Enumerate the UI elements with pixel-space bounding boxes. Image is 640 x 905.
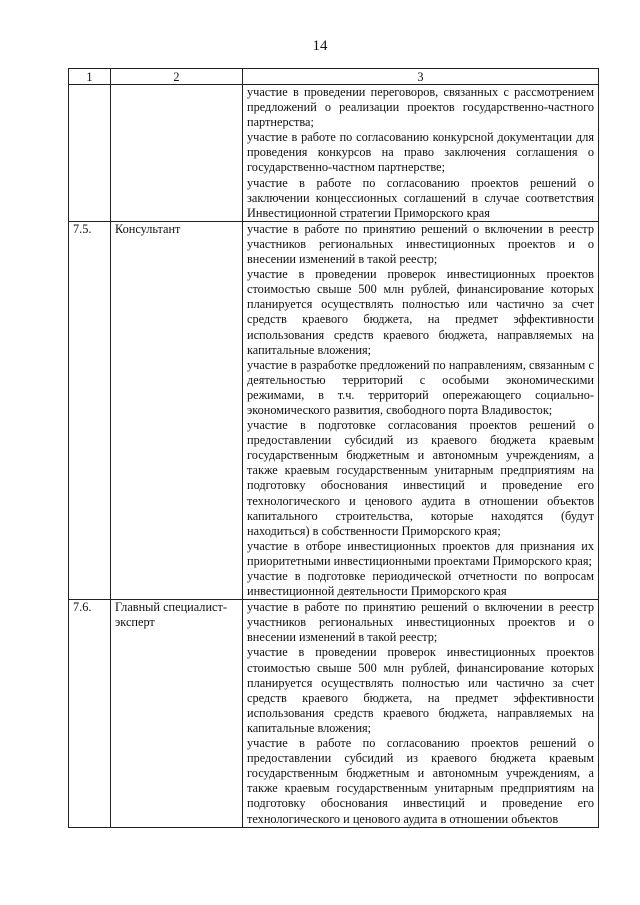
duty-item: участие в отборе инвестиционных проектов для признания их приоритетными инвестиционными проектами Приморского края; [247, 538, 594, 568]
position-title: Главный специалист-эксперт [111, 600, 243, 827]
table-row [69, 600, 599, 827]
table-row [69, 85, 599, 222]
duty-item: участие в работе по согласованию конкурсной документации для проведения конкурсов на право заключения соглашения о государственно-частном партнерстве; [247, 130, 594, 175]
row-number: 7.6. [69, 600, 111, 827]
row-number: 7.5. [69, 221, 111, 599]
duty-item: участие в работе по принятию решений о включении в реестр участников региональных инвестиционных проектов и о внесении изменений в такой реестр; [247, 221, 594, 267]
duty-item: участие в проведении проверок инвестиционных проектов стоимостью свыше 500 млн рублей, финансирование которых планируется осуществлять полностью или частично за счет средств краевого бюджета, на предмет эффективности использования средств краевого бюджета, направляемых на капитальные вложения; [247, 645, 594, 735]
column-header-position: 2 [111, 69, 243, 85]
duties-table [68, 68, 599, 828]
duty-item: участие в подготовке периодической отчетности по вопросам инвестиционной деятельности Приморского края [247, 569, 594, 599]
duties-cell [243, 600, 599, 827]
position-title [111, 85, 243, 222]
duty-item: участие в проведении переговоров, связанных с рассмотрением предложений о реализации проектов государственно-частного партнерства; [247, 85, 594, 130]
row-number [69, 85, 111, 222]
table-row [69, 221, 599, 599]
page-number: 14 [312, 38, 328, 54]
duty-item: участие в работе по согласованию проектов решений о предоставлении субсидий из краевого бюджета краевым государственным бюджетным и автономным учреждениям, а также краевым государственным унитарным предприятиям на подготовку обоснования инвестиций и проведение его технологического и ценового аудита в отношении объектов [247, 736, 594, 826]
duty-item: участие в проведении проверок инвестиционных проектов стоимостью свыше 500 млн рублей, финансирование которых планируется осуществлять полностью или частично за счет средств краевого бюджета, на предмет эффективности использования средств краевого бюджета, направляемых на капитальные вложения; [247, 267, 594, 357]
duty-item: участие в работе по принятию решений о включении в реестр участников региональных инвестиционных проектов и о внесении изменений в такой реестр; [247, 600, 594, 645]
duties-cell [243, 85, 599, 222]
column-header-number: 1 [69, 69, 111, 85]
duty-item: участие в разработке предложений по направлениям, связанным с деятельностью территорий с особыми экономическими режимами, в т.ч. территорий опережающего социально-экономического развития, свободного порта Владивосток; [247, 357, 594, 417]
position-title: Консультант [111, 221, 243, 599]
table-header-row [69, 69, 599, 85]
duty-item: участие в работе по согласованию проектов решений о заключении концессионных соглашений в случае соответствия Инвестиционной стратегии Приморского края [247, 175, 594, 220]
duty-item: участие в подготовке согласования проектов решений о предоставлении субсидий из краевого бюджета краевым государственным бюджетным и автономным учреждениям, а также краевым государственным унитарным предприятиям на подготовку обоснования инвестиций и проведение его технологического и ценового аудита в отношении объектов капитального строительства, которые находятся (будут находиться) в собственности Приморского края; [247, 418, 594, 538]
column-header-duties: 3 [243, 69, 599, 85]
duties-cell [243, 221, 599, 599]
